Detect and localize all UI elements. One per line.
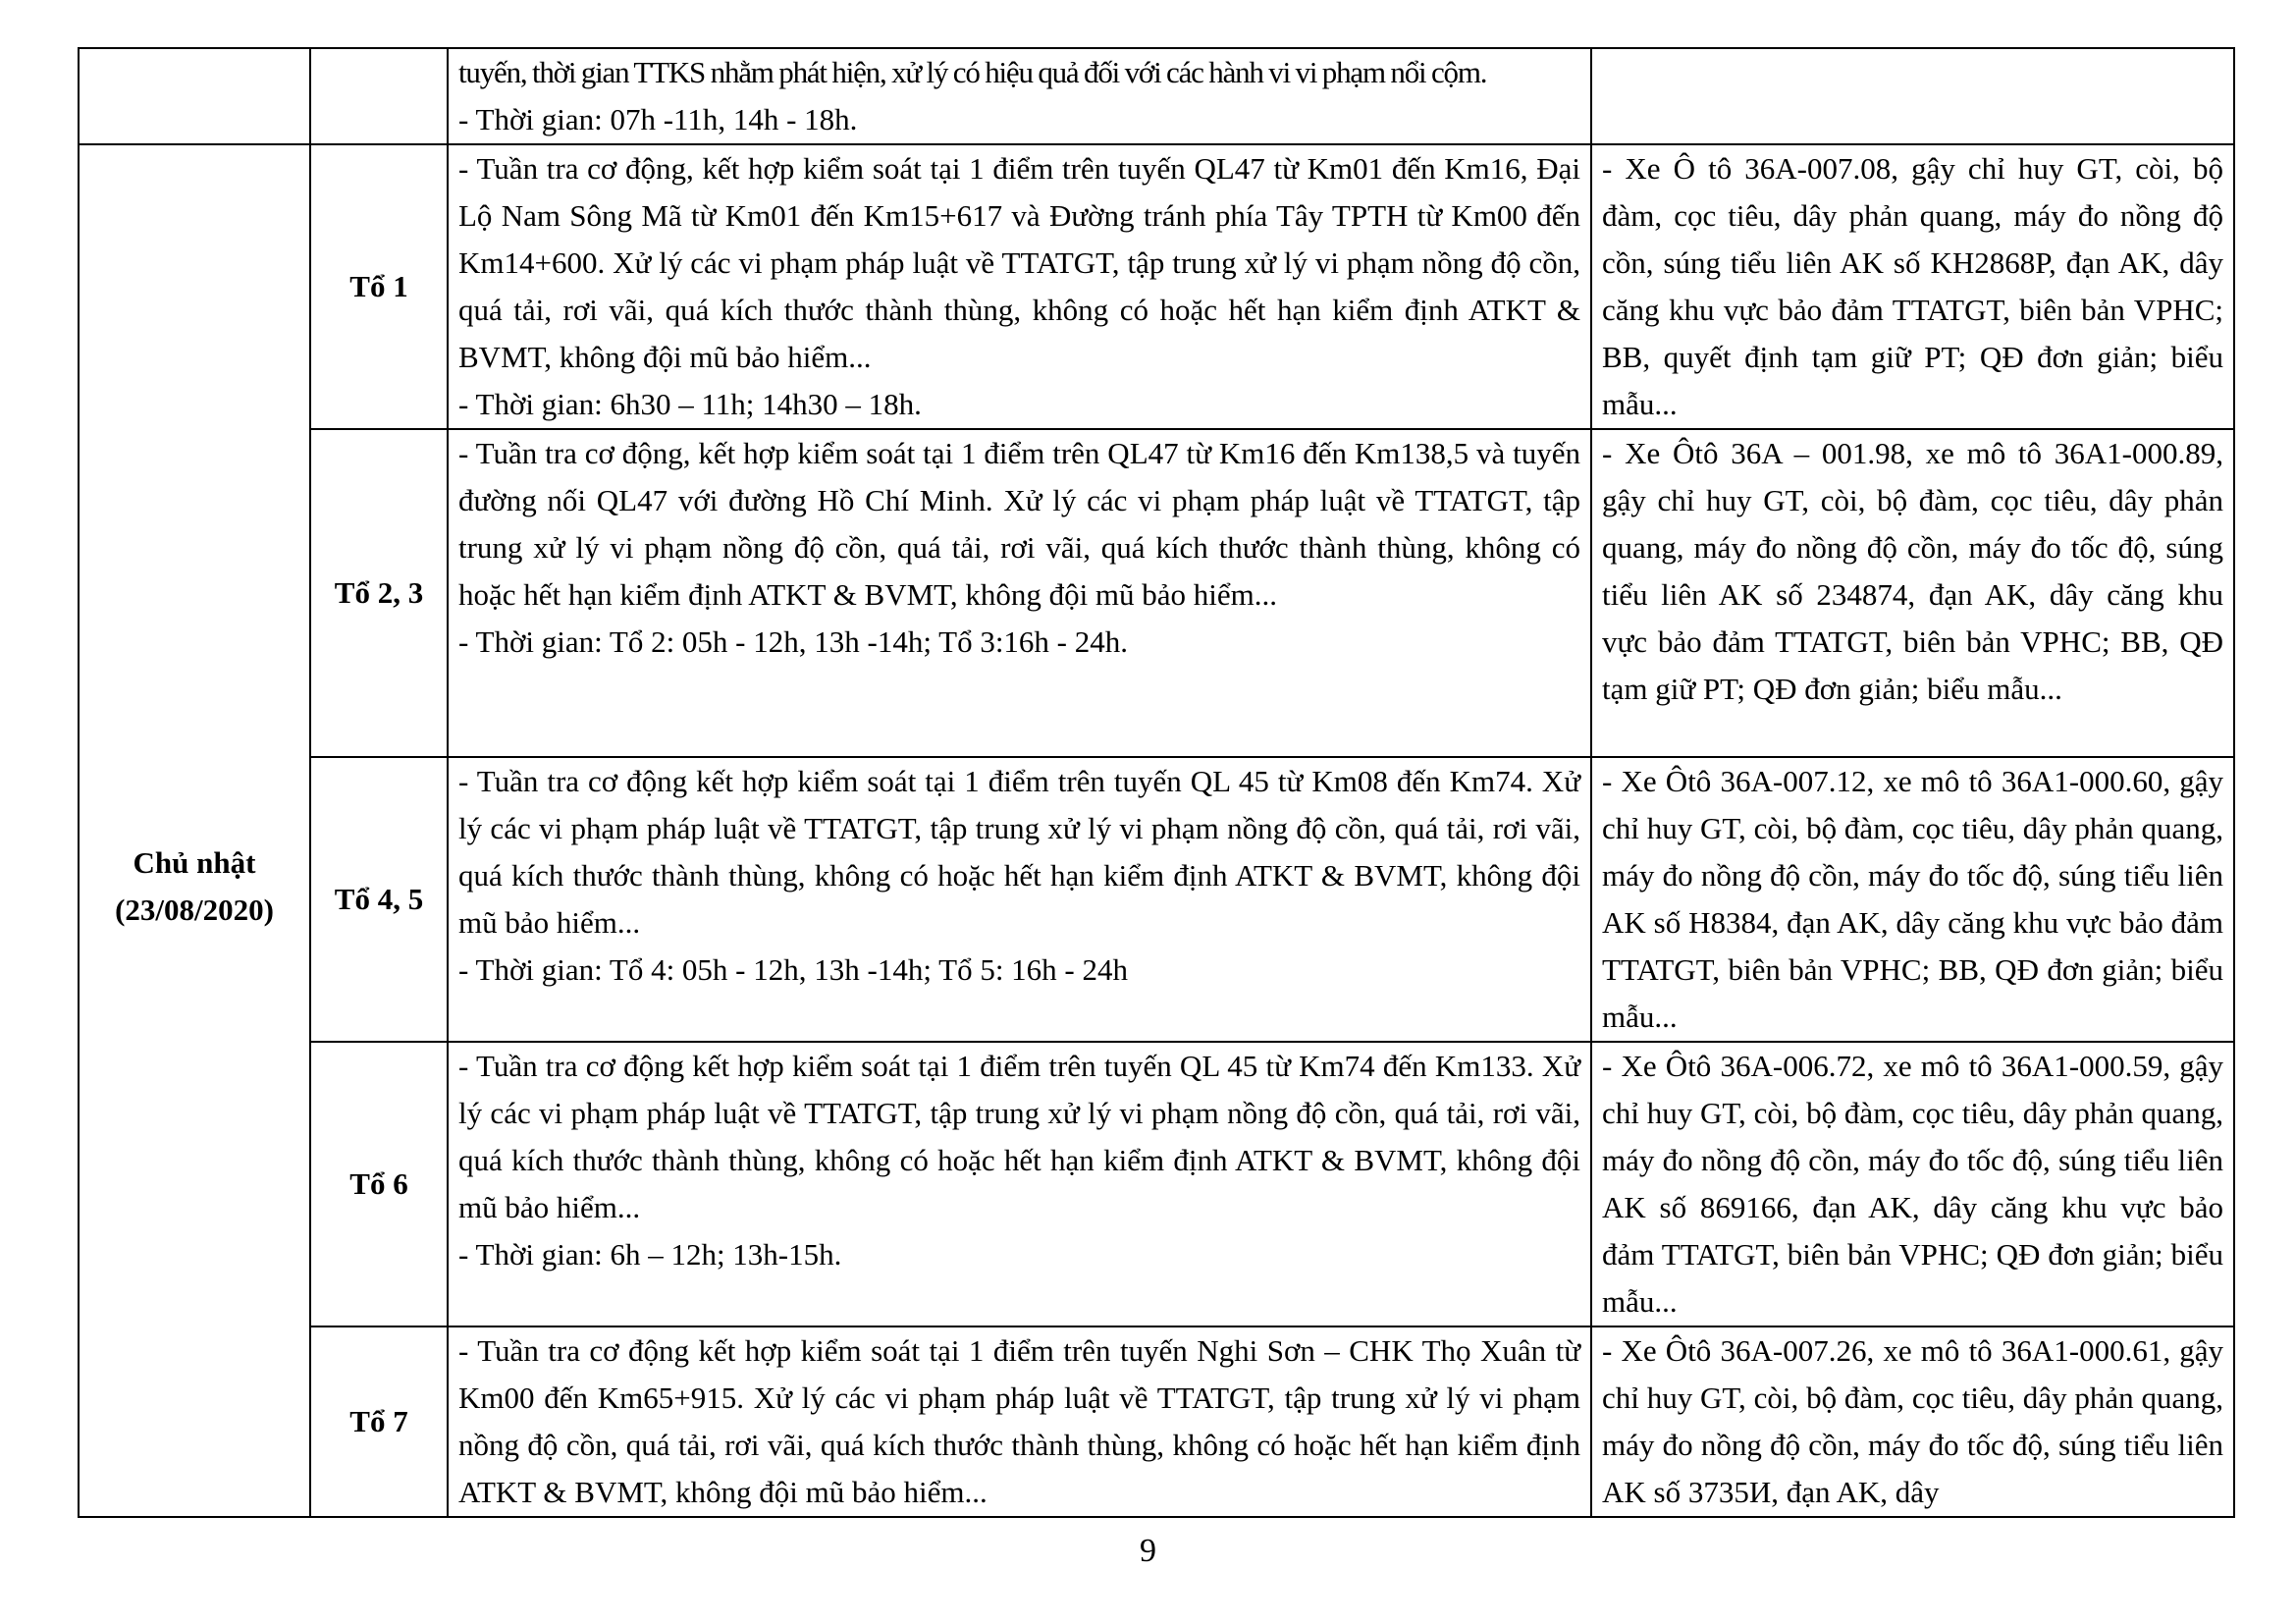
day-label (89, 839, 299, 934)
team-cell: Tổ 4, 5 (310, 757, 448, 1042)
day-date: (23/08/2020) (115, 893, 274, 927)
task-cell (448, 429, 1591, 757)
day-cell (79, 144, 310, 1517)
team-cell: Tổ 1 (310, 144, 448, 429)
task-cell (448, 144, 1591, 429)
team-cell: Tổ 6 (310, 1042, 448, 1326)
task-text: - Tuần tra cơ động kết hợp kiểm soát tại 1 điểm trên tuyến QL 45 từ Km08 đến Km74. Xử lý các vi phạm pháp luật về TTATGT, tập trung xử lý vi phạm nồng độ cồn, quá tải, rơi vãi, quá kích thước thành thùng, không có hoặc hết hạn kiểm định ATKT & BVMT, không đội mũ bảo hiểm... (458, 764, 1580, 940)
task-cell (448, 48, 1591, 144)
equipment-cell: - Xe Ôtô 36A-007.26, xe mô tô 36A1-000.61, gậy chỉ huy GT, còi, bộ đàm, cọc tiêu, dây phản quang, máy đo nồng độ cồn, máy đo tốc độ, súng tiểu liên AK số 3735И, đạn AK, dây (1591, 1326, 2234, 1517)
task-text: tuyến, thời gian TTKS nhằm phát hiện, xử lý có hiệu quả đối với các hành vi vi phạm nổi cộm. (458, 55, 1487, 89)
time-text: - Thời gian: Tổ 2: 05h - 12h, 13h -14h; Tổ 3:16h - 24h. (458, 624, 1128, 659)
equipment-cell: - Xe Ôtô 36A – 001.98, xe mô tô 36A1-000.89, gậy chỉ huy GT, còi, bộ đàm, cọc tiêu, dây phản quang, máy đo nồng độ cồn, máy đo tốc độ, súng tiểu liên AK số 234874, đạn AK, dây căng khu vực bảo đảm TTATGT, biên bản VPHC; BB, QĐ tạm giữ PT; QĐ đơn giản; biểu mẫu... (1591, 429, 2234, 757)
equipment-cell: - Xe Ôtô 36A-007.12, xe mô tô 36A1-000.60, gậy chỉ huy GT, còi, bộ đàm, cọc tiêu, dây phản quang, máy đo nồng độ cồn, máy đo tốc độ, súng tiểu liên AK số H8384, đạn AK, dây căng khu vực bảo đảm TTATGT, biên bản VPHC; BB, QĐ đơn giản; biểu mẫu... (1591, 757, 2234, 1042)
task-text: - Tuần tra cơ động, kết hợp kiểm soát tại 1 điểm trên QL47 từ Km16 đến Km138,5 và tuyến đường nối QL47 với đường Hồ Chí Minh. Xử lý các vi phạm pháp luật về TTATGT, tập trung xử lý vi phạm nồng độ cồn, quá tải, rơi vãi, quá kích thước thành thùng, không có hoặc hết hạn kiểm định ATKT & BVMT, không đội mũ bảo hiểm... (458, 436, 1580, 612)
task-cell (448, 757, 1591, 1042)
task-cell (448, 1042, 1591, 1326)
time-text: - Thời gian: Tổ 4: 05h - 12h, 13h -14h; Tổ 5: 16h - 24h (458, 952, 1128, 987)
task-text: - Tuần tra cơ động kết hợp kiểm soát tại 1 điểm trên tuyến Nghi Sơn – CHK Thọ Xuân từ Km00 đến Km65+915. Xử lý các vi phạm pháp luật về TTATGT, tập trung xử lý vi phạm nồng độ cồn, quá tải, rơi vãi, quá kích thước thành thùng, không có hoặc hết hạn kiểm định ATKT & BVMT, không đội mũ bảo hiểm... (458, 1333, 1580, 1509)
table-row (79, 757, 2234, 1042)
task-text: - Tuần tra cơ động kết hợp kiểm soát tại 1 điểm trên tuyến QL 45 từ Km74 đến Km133. Xử lý các vi phạm pháp luật về TTATGT, tập trung xử lý vi phạm nồng độ cồn, quá tải, rơi vãi, quá kích thước thành thùng, không có hoặc hết hạn kiểm định ATKT & BVMT, không đội mũ bảo hiểm... (458, 1049, 1580, 1224)
time-text: - Thời gian: 6h30 – 11h; 14h30 – 18h. (458, 387, 922, 421)
task-text: - Tuần tra cơ động, kết hợp kiểm soát tại 1 điểm trên tuyến QL47 từ Km01 đến Km16, Đại Lộ Nam Sông Mã từ Km01 đến Km15+617 và Đường tránh phía Tây TPTH từ Km00 đến Km14+600. Xử lý các vi phạm pháp luật về TTATGT, tập trung xử lý vi phạm nồng độ cồn, quá tải, rơi vãi, quá kích thước thành thùng, không có hoặc hết hạn kiểm định ATKT & BVMT, không đội mũ bảo hiểm... (458, 151, 1580, 374)
table-row (79, 429, 2234, 757)
day-cell-empty (79, 48, 310, 144)
table-row (79, 1042, 2234, 1326)
time-text: - Thời gian: 07h -11h, 14h - 18h. (458, 102, 858, 136)
patrol-schedule-table (78, 47, 2235, 1518)
table-row (79, 1326, 2234, 1517)
table-row-continuation (79, 48, 2234, 144)
equipment-cell: - Xe Ô tô 36A-007.08, gậy chỉ huy GT, còi, bộ đàm, cọc tiêu, dây phản quang, máy đo nồng độ cồn, súng tiểu liên AK số KH2868P, đạn AK, dây căng khu vực bảo đảm TTATGT, biên bản VPHC; BB, quyết định tạm giữ PT; QĐ đơn giản; biểu mẫu... (1591, 144, 2234, 429)
team-cell: Tổ 2, 3 (310, 429, 448, 757)
time-text: - Thời gian: 6h – 12h; 13h-15h. (458, 1237, 842, 1272)
page-number: 9 (1140, 1533, 1156, 1569)
day-name: Chủ nhật (133, 845, 256, 880)
team-cell: Tổ 7 (310, 1326, 448, 1517)
task-cell (448, 1326, 1591, 1517)
equipment-cell: - Xe Ôtô 36A-006.72, xe mô tô 36A1-000.59, gậy chỉ huy GT, còi, bộ đàm, cọc tiêu, dây phản quang, máy đo nồng độ cồn, máy đo tốc độ, súng tiểu liên AK số 869166, đạn AK, dây căng khu vực bảo đảm TTATGT, biên bản VPHC; QĐ đơn giản; biểu mẫu... (1591, 1042, 2234, 1326)
team-cell-empty (310, 48, 448, 144)
table-row (79, 144, 2234, 429)
equipment-cell (1591, 48, 2234, 144)
